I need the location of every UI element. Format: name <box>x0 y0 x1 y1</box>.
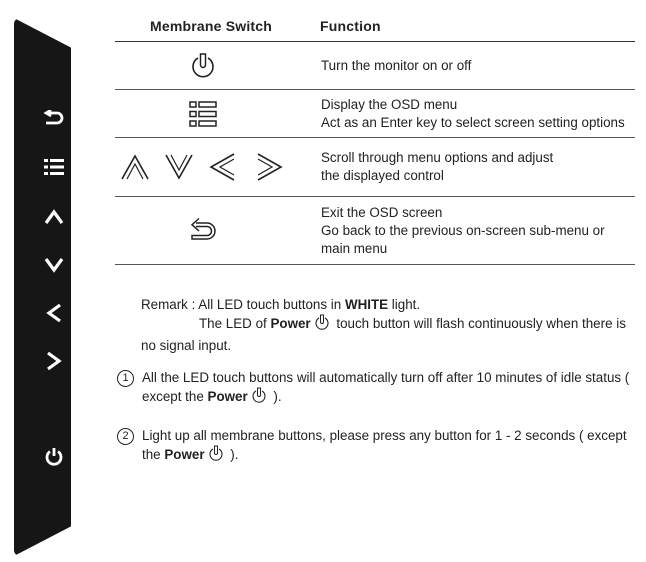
remark-bold: Power <box>270 316 311 331</box>
function-cell <box>321 138 635 196</box>
function-text: main menu <box>321 240 388 256</box>
table-row <box>115 90 635 138</box>
header-function: Function <box>320 18 381 34</box>
menu-icon[interactable] <box>36 152 72 182</box>
power-icon[interactable] <box>36 442 72 472</box>
note-number: 2 <box>117 428 134 445</box>
table-row <box>115 197 635 265</box>
power-icon <box>251 387 267 409</box>
note-text: All the LED touch buttons will automatically turn off after 10 minutes of idle status ( except the <box>142 370 630 404</box>
remark-text: Remark : All LED touch buttons in <box>141 297 345 312</box>
remark-text: light. <box>388 297 421 312</box>
power-icon <box>208 445 224 467</box>
note-item <box>115 368 645 409</box>
control-panel <box>14 18 71 556</box>
function-text: the displayed control <box>321 168 444 183</box>
right-icon[interactable] <box>36 346 72 376</box>
arrows-icons <box>115 138 290 196</box>
note-text: ). <box>226 447 239 462</box>
remark-bold: WHITE <box>344 297 389 312</box>
function-text: Act as an Enter key to select screen setting options <box>321 114 625 130</box>
remark-text: no signal input. <box>141 338 232 353</box>
note-bold: Power <box>164 447 205 462</box>
down-icon[interactable] <box>36 250 72 280</box>
power-icon <box>115 42 290 89</box>
note-item <box>115 426 645 467</box>
back-icon <box>115 197 290 264</box>
note-bold: Power <box>207 389 248 404</box>
up-arrow-icon <box>122 156 148 179</box>
right-arrow-icon <box>258 154 281 180</box>
function-cell <box>321 197 635 264</box>
header-membrane-switch: Membrane Switch <box>150 18 273 34</box>
power-icon <box>314 314 330 336</box>
remark-text: The LED of <box>199 316 271 331</box>
membrane-switch-table <box>115 14 635 265</box>
table-row <box>115 138 635 197</box>
table-header <box>115 14 635 42</box>
left-icon[interactable] <box>36 298 72 328</box>
remark <box>141 295 646 355</box>
back-icon[interactable] <box>36 104 72 134</box>
function-cell <box>321 90 635 137</box>
table-row <box>115 42 635 90</box>
function-text: Turn the monitor on or off <box>321 57 472 73</box>
note-text: ). <box>269 389 282 404</box>
left-arrow-icon <box>211 154 234 180</box>
function-text: Scroll through menu options and adjust <box>321 150 554 165</box>
up-icon[interactable] <box>36 202 72 232</box>
down-arrow-icon <box>166 155 192 178</box>
menu-icon <box>115 90 290 137</box>
function-text: Go back to the previous on-screen sub-menu or <box>321 222 605 238</box>
function-cell <box>321 42 635 89</box>
function-text: Display the OSD menu <box>321 96 458 112</box>
note-text: Light up all membrane buttons, please press any button for 1 - 2 seconds ( except the <box>142 428 627 462</box>
note-number: 1 <box>117 370 134 387</box>
function-text: Exit the OSD screen <box>321 204 443 220</box>
remark-text: touch button will flash continuously when there is <box>332 316 626 331</box>
